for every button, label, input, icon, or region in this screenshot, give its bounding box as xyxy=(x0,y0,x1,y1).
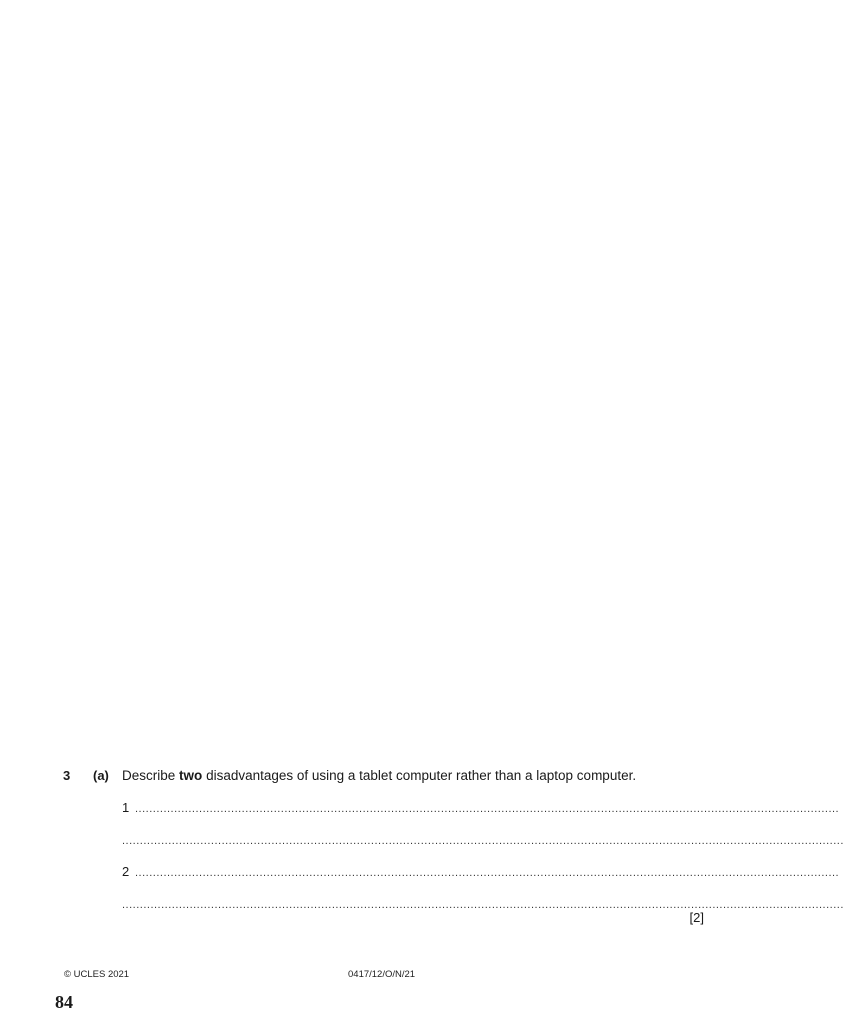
answer-dots: ........................................................................................................................................................................................................... xyxy=(122,835,844,847)
answer-dots: ........................................................................................................................................................................................................... xyxy=(122,899,844,911)
question-text-start: Describe xyxy=(122,768,176,783)
footer-copyright: © UCLES 2021 xyxy=(64,969,130,980)
answer-line-2[interactable] xyxy=(122,832,844,848)
page-number: 84 xyxy=(55,992,73,1012)
answer-dots: ...................................................................................................................................................................................................... xyxy=(135,803,840,815)
marks-label: [2] xyxy=(689,910,704,925)
question-text-emphasis: two xyxy=(179,768,203,783)
answer-line-4[interactable] xyxy=(122,896,844,912)
question-number: 3 xyxy=(63,768,71,783)
footer-paper-code: 0417/12/O/N/21 xyxy=(348,969,416,980)
question-text-end: disadvantages of using a tablet computer rather than a laptop computer. xyxy=(206,768,637,783)
question-text xyxy=(122,768,636,783)
answer-line-3[interactable] xyxy=(122,864,840,880)
answer-line-label: 1 xyxy=(122,800,130,815)
question-part: (a) xyxy=(93,768,109,783)
answer-dots: ...................................................................................................................................................................................................... xyxy=(135,867,840,879)
answer-line-label: 2 xyxy=(122,864,130,879)
answer-line-1[interactable] xyxy=(122,800,840,816)
